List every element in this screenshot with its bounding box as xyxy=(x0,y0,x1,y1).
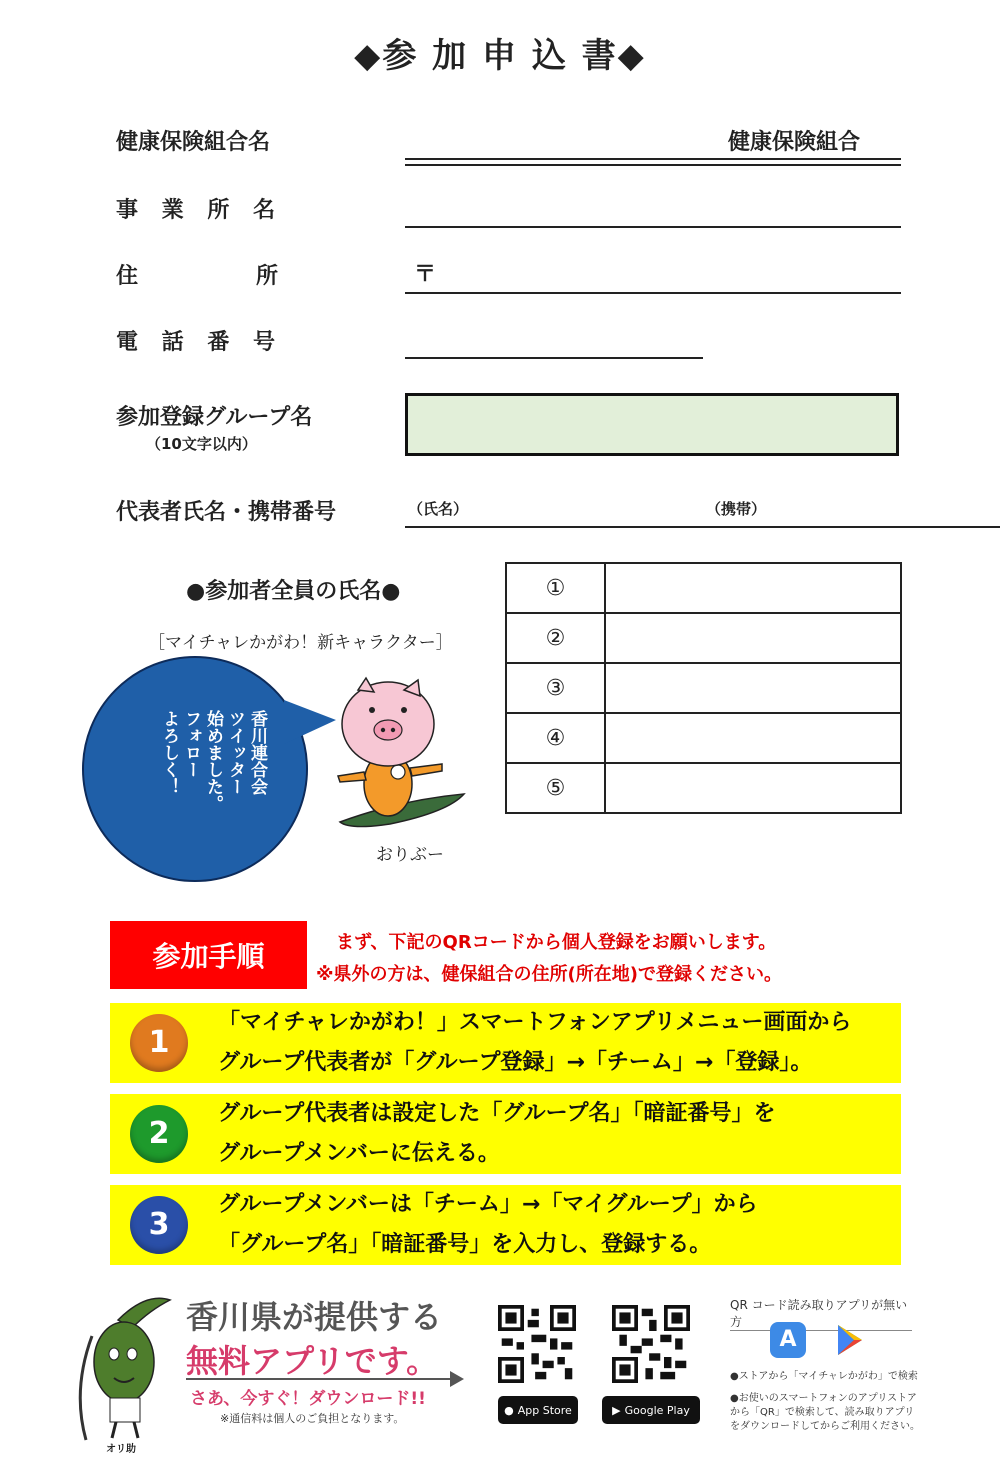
fee-note: ※通信料は個人のご負担となります。 xyxy=(220,1412,405,1425)
bubble-text: 香川連合会 ツイッター 始めました。 フォロー よろしく！ xyxy=(159,710,267,812)
step-3 xyxy=(110,1185,901,1265)
step-1 xyxy=(110,1003,901,1083)
member-number: ⑤ xyxy=(506,763,605,813)
union-suffix: 健康保険組合 xyxy=(728,130,861,155)
address-input-line[interactable] xyxy=(405,292,901,294)
members-heading: ●参加者全員の氏名● xyxy=(186,579,401,604)
table-row xyxy=(506,663,901,713)
member-name-cell[interactable] xyxy=(605,563,901,613)
group-name-input[interactable] xyxy=(405,393,899,456)
rep-input-line[interactable] xyxy=(405,526,1000,528)
member-number: ② xyxy=(506,613,605,663)
search-note: ●ストアから「マイチャレかがわ」で検索 xyxy=(730,1371,918,1382)
google-play-label: Google Play xyxy=(624,1403,690,1417)
page-title: ◆参 加 申 込 書◆ xyxy=(354,36,646,76)
union-input-line[interactable] xyxy=(405,158,901,166)
member-number: ④ xyxy=(506,713,605,763)
footer-cta: さあ、今すぐ！ダウンロード!! xyxy=(190,1389,426,1409)
rep-mobile-label: （携帯） xyxy=(706,500,767,518)
procedure-note-1: まず、下記のQRコードから個人登録をお願いします。 xyxy=(336,932,777,953)
step-line-1: グループメンバーは「チーム」→「マイグループ」から xyxy=(218,1192,758,1217)
step-line-2: 「グループ名」「暗証番号」を入力し、登録する。 xyxy=(218,1232,712,1257)
download-note: ●お使いのスマートフォンのアプリストアから「QR」で検索して、読み取りアプリをダウンロードしてからご利用ください。 xyxy=(730,1393,920,1432)
cta-arrow-line xyxy=(186,1378,456,1380)
app-store-badge[interactable] xyxy=(498,1396,578,1424)
group-label: 参加登録グループ名 xyxy=(116,405,313,430)
no-reader-title: QR コード読み取りアプリが無い方 xyxy=(730,1296,912,1331)
step-line-1: グループ代表者は設定した「グループ名」「暗証番号」を xyxy=(218,1101,776,1126)
address-label-1: 住 xyxy=(116,264,139,289)
mascot-name: オリ助 xyxy=(106,1444,136,1455)
phone-label: 電 話 番 号 xyxy=(116,330,283,355)
footer-headline-1: 香川県が提供する xyxy=(186,1298,443,1336)
google-play-badge[interactable] xyxy=(602,1396,700,1424)
office-label: 事 業 所 名 xyxy=(116,198,283,223)
footer-headline-2: 無料アプリです。 xyxy=(186,1342,439,1380)
pig-character-icon xyxy=(330,672,470,837)
google-play-icon[interactable] xyxy=(832,1322,868,1358)
rep-name-label: （氏名） xyxy=(408,500,469,518)
member-name-cell[interactable] xyxy=(605,663,901,713)
phone-input-line[interactable] xyxy=(405,357,703,359)
character-caption: ［マイチャレかがわ！新キャラクター］ xyxy=(148,633,453,653)
member-name-cell[interactable] xyxy=(605,713,901,763)
members-table xyxy=(505,562,902,814)
qr-code-app-store[interactable] xyxy=(498,1305,576,1383)
speech-bubble-tail xyxy=(284,700,336,744)
member-number: ③ xyxy=(506,663,605,713)
procedure-note-2: ※県外の方は、健保組合の住所(所在地)で登録ください。 xyxy=(316,964,782,985)
apple-icon: ● xyxy=(504,1403,514,1417)
address-label-2: 所 xyxy=(256,264,279,289)
step-number-badge: 1 xyxy=(130,1014,188,1072)
table-row xyxy=(506,713,901,763)
member-name-cell[interactable] xyxy=(605,613,901,663)
step-line-2: グループメンバーに伝える。 xyxy=(218,1141,500,1166)
app-store-icon[interactable]: A xyxy=(770,1322,806,1358)
step-number-badge: 3 xyxy=(130,1196,188,1254)
app-store-label: App Store xyxy=(517,1403,572,1417)
table-row xyxy=(506,763,901,813)
postal-mark: 〒 xyxy=(414,262,437,287)
procedure-label: 参加手順 xyxy=(110,921,307,989)
character-name: おりぶー xyxy=(376,845,444,865)
group-note: （10文字以内） xyxy=(146,435,257,453)
cta-arrow-icon xyxy=(450,1371,464,1387)
qr-code-google-play[interactable] xyxy=(612,1305,690,1383)
table-row xyxy=(506,613,901,663)
step-line-2: グループ代表者が「グループ登録」→「チーム」→「登録」。 xyxy=(218,1050,813,1075)
step-2 xyxy=(110,1094,901,1174)
table-row xyxy=(506,563,901,613)
olive-mascot-icon xyxy=(66,1290,176,1445)
rep-label: 代表者氏名・携帯番号 xyxy=(116,500,337,525)
step-line-1: 「マイチャレかがわ！」スマートフォンアプリメニュー画面から xyxy=(218,1010,852,1035)
step-number-badge: 2 xyxy=(130,1105,188,1163)
union-label: 健康保険組合名 xyxy=(116,130,271,155)
play-icon: ▶ xyxy=(612,1403,621,1417)
office-input-line[interactable] xyxy=(405,226,901,228)
member-name-cell[interactable] xyxy=(605,763,901,813)
member-number: ① xyxy=(506,563,605,613)
